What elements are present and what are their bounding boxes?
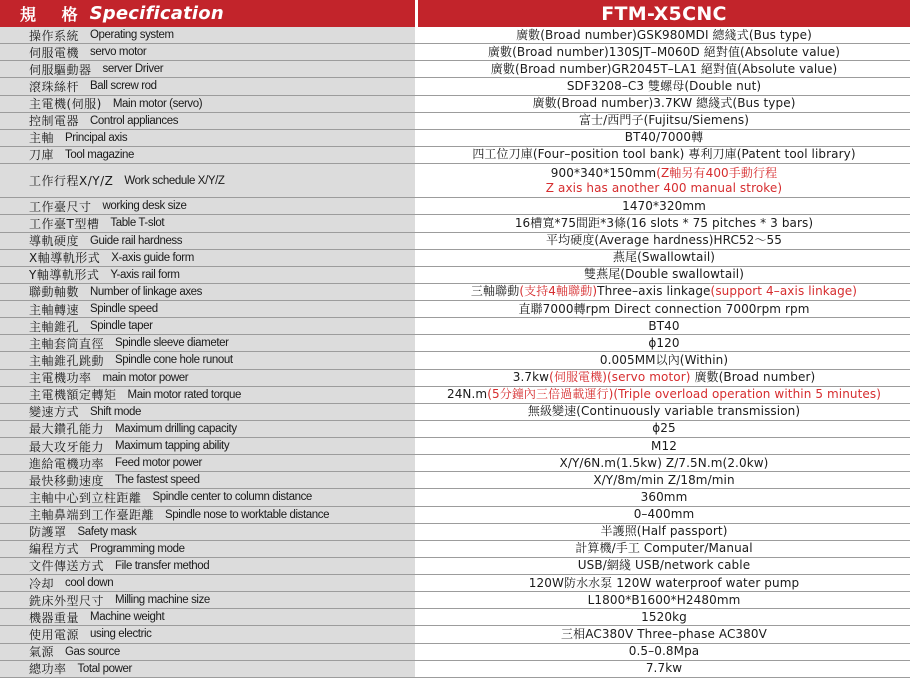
spec-value bbox=[418, 233, 910, 249]
spec-row bbox=[0, 78, 910, 95]
spec-label bbox=[0, 27, 415, 43]
spec-label-chinese: 滾珠絲杆 bbox=[29, 79, 80, 94]
spec-row bbox=[0, 335, 910, 352]
spec-label bbox=[0, 472, 415, 488]
spec-value-highlight: (Z軸另有400手動行程 bbox=[656, 165, 778, 180]
spec-label-english: Guide rail hardness bbox=[90, 234, 183, 247]
spec-value-text: 7.7kw bbox=[645, 661, 683, 676]
spec-row bbox=[0, 626, 910, 643]
spec-value-highlight: Z axis has another 400 manual stroke) bbox=[545, 180, 783, 195]
spec-label bbox=[0, 387, 415, 403]
spec-value-line bbox=[579, 113, 749, 128]
spec-value-line bbox=[584, 267, 744, 282]
spec-row bbox=[0, 370, 910, 387]
spec-label-english: Total power bbox=[77, 662, 132, 675]
spec-label bbox=[0, 147, 415, 163]
spec-value-text: 廣數(Broad number)3.7KW 總綫式(Bus type) bbox=[532, 96, 796, 111]
spec-title-english: Specification bbox=[89, 3, 224, 24]
spec-label-chinese: 主電機功率 bbox=[29, 371, 92, 386]
spec-label-chinese: 主軸錐孔 bbox=[29, 319, 80, 334]
spec-value-text: 廣數(Broad number)GSK980MDI 總綫式(Bus type) bbox=[516, 27, 812, 42]
spec-value-text: 900*340*150mm bbox=[550, 165, 657, 180]
spec-value bbox=[418, 96, 910, 112]
spec-label bbox=[0, 507, 415, 523]
spec-value bbox=[418, 421, 910, 437]
spec-label-english: Principal axis bbox=[65, 131, 128, 144]
spec-value-text: 無級變速(Continuously variable transmission) bbox=[527, 404, 801, 419]
spec-label bbox=[0, 233, 415, 249]
spec-value-text: 0.005MM以內(Within) bbox=[599, 352, 729, 367]
spec-value-line bbox=[578, 558, 750, 573]
spec-label-english: Spindle cone hole runout bbox=[115, 354, 233, 367]
spec-value-text: 計算機/手工 Computer/Manual bbox=[575, 541, 753, 556]
spec-value-line bbox=[546, 233, 782, 248]
spec-value-line bbox=[447, 387, 881, 402]
spec-label bbox=[0, 78, 415, 94]
spec-value-highlight: (support 4–axis linkage) bbox=[710, 284, 858, 299]
spec-label-english: Spindle sleeve diameter bbox=[115, 337, 229, 350]
spec-label-english: Ball screw rod bbox=[90, 80, 157, 93]
spec-row bbox=[0, 352, 910, 369]
spec-value-line bbox=[613, 250, 715, 265]
spec-label-chinese: 主軸套筒直徑 bbox=[29, 336, 105, 351]
spec-value-line bbox=[560, 456, 769, 471]
spec-value-line bbox=[651, 439, 677, 454]
spec-value-line bbox=[625, 130, 703, 145]
spec-value bbox=[418, 130, 910, 146]
spec-value-line bbox=[588, 593, 741, 608]
spec-label-chinese: 總功率 bbox=[29, 662, 67, 677]
spec-row bbox=[0, 421, 910, 438]
spec-label-english: Y-axis rail form bbox=[110, 268, 180, 281]
spec-label bbox=[0, 541, 415, 557]
spec-label-chinese: 最快移動速度 bbox=[29, 473, 105, 488]
spec-label-english: Milling machine size bbox=[115, 594, 210, 607]
spec-label-english: Shift mode bbox=[90, 405, 141, 418]
spec-value bbox=[418, 284, 910, 300]
spec-value bbox=[418, 404, 910, 420]
spec-label-english: Control appliances bbox=[90, 114, 179, 127]
spec-label bbox=[0, 644, 415, 660]
spec-value-text: 360mm bbox=[640, 489, 688, 504]
spec-row bbox=[0, 387, 910, 404]
spec-value bbox=[418, 609, 910, 625]
spec-value-highlight: (伺服電機)(servo motor) bbox=[549, 370, 691, 385]
spec-value-line bbox=[516, 28, 812, 43]
spec-label-chinese: 刀庫 bbox=[29, 148, 55, 163]
spec-label-chinese: 工作臺尺寸 bbox=[29, 199, 92, 214]
spec-value-highlight: (支持4軸聯動) bbox=[519, 284, 598, 299]
spec-value bbox=[418, 541, 910, 557]
spec-label bbox=[0, 96, 415, 112]
spec-label-chinese: 主軸 bbox=[29, 131, 55, 146]
spec-label bbox=[0, 421, 415, 437]
spec-value-line bbox=[551, 166, 777, 181]
spec-value bbox=[418, 455, 910, 471]
spec-value-line bbox=[641, 610, 687, 625]
spec-row bbox=[0, 541, 910, 558]
spec-row bbox=[0, 644, 910, 661]
spec-row bbox=[0, 61, 910, 78]
spec-value-line bbox=[567, 79, 761, 94]
spec-value-text: 24N.m bbox=[446, 387, 488, 402]
spec-value-text: ϕ25 bbox=[652, 421, 676, 436]
spec-row bbox=[0, 558, 910, 575]
spec-row bbox=[0, 575, 910, 592]
spec-label bbox=[0, 198, 415, 214]
spec-value-line bbox=[528, 404, 800, 419]
spec-label bbox=[0, 61, 415, 77]
spec-row bbox=[0, 96, 910, 113]
spec-value-text: 3.7kw bbox=[512, 370, 550, 385]
spec-label-english: Feed motor power bbox=[115, 457, 202, 470]
spec-value-text: 1520kg bbox=[641, 609, 687, 624]
spec-row bbox=[0, 267, 910, 284]
spec-value bbox=[418, 164, 910, 197]
spec-row bbox=[0, 507, 910, 524]
spec-title-cell bbox=[0, 0, 415, 27]
spec-label-english: cool down bbox=[65, 577, 114, 590]
spec-value-line bbox=[622, 199, 706, 214]
spec-value bbox=[418, 661, 910, 677]
spec-value bbox=[418, 592, 910, 608]
spec-value-line bbox=[652, 421, 676, 436]
spec-label-chinese: 冷却 bbox=[29, 576, 55, 591]
spec-value-line bbox=[575, 541, 752, 556]
spec-value-text: ϕ120 bbox=[648, 335, 680, 350]
spec-row bbox=[0, 455, 910, 472]
spec-value-text: BT40/7000轉 bbox=[624, 130, 704, 145]
spec-label bbox=[0, 438, 415, 454]
spec-row bbox=[0, 284, 910, 301]
spec-value-text: X/Y/8m/min Z/18m/min bbox=[593, 472, 735, 487]
spec-header bbox=[0, 0, 910, 27]
spec-label bbox=[0, 558, 415, 574]
spec-label bbox=[0, 609, 415, 625]
spec-value bbox=[418, 147, 910, 163]
model-name: FTM-X5CNC bbox=[418, 0, 910, 27]
spec-label-english: using electric bbox=[90, 628, 152, 641]
spec-label bbox=[0, 455, 415, 471]
spec-value bbox=[418, 215, 910, 231]
spec-value-line bbox=[648, 319, 679, 334]
spec-label bbox=[0, 215, 415, 231]
spec-label bbox=[0, 250, 415, 266]
spec-label bbox=[0, 626, 415, 642]
spec-value-text: 四工位刀庫(Four–position tool bank) 專利刀庫(Patent tool library) bbox=[472, 147, 856, 162]
spec-label bbox=[0, 113, 415, 129]
spec-label bbox=[0, 352, 415, 368]
spec-value-line bbox=[561, 627, 767, 642]
spec-value-line bbox=[471, 284, 857, 299]
spec-value-text: 0.5–0.8Mpa bbox=[628, 644, 700, 659]
spec-value bbox=[418, 335, 910, 351]
spec-row bbox=[0, 301, 910, 318]
spec-label-chinese: 伺服電機 bbox=[29, 45, 80, 60]
spec-value-text: SDF3208–C3 雙螺母(Double nut) bbox=[566, 78, 762, 93]
spec-label-english: X-axis guide form bbox=[111, 251, 194, 264]
spec-label bbox=[0, 489, 415, 505]
spec-label-chinese: 最大鑽孔能力 bbox=[29, 422, 105, 437]
spec-label-chinese: 主軸中心到立柱距離 bbox=[29, 490, 142, 505]
spec-value-text: M12 bbox=[651, 438, 677, 453]
spec-value-line bbox=[634, 507, 695, 522]
spec-row bbox=[0, 609, 910, 626]
spec-label-english: servo motor bbox=[90, 46, 147, 59]
spec-label-english: Tool magazine bbox=[65, 148, 134, 161]
spec-value-line bbox=[593, 473, 734, 488]
spec-label-english: Maximum tapping ability bbox=[115, 440, 230, 453]
spec-value-line bbox=[648, 336, 679, 351]
spec-label bbox=[0, 370, 415, 386]
spec-row bbox=[0, 215, 910, 232]
spec-label-chinese: 機器重量 bbox=[29, 610, 80, 625]
spec-value bbox=[418, 524, 910, 540]
spec-row bbox=[0, 233, 910, 250]
spec-row bbox=[0, 489, 910, 506]
spec-label-chinese: 工作臺T型槽 bbox=[29, 216, 100, 231]
spec-value-text: 廣數(Broad number) bbox=[690, 370, 816, 385]
spec-label bbox=[0, 575, 415, 591]
spec-value-text: BT40 bbox=[648, 318, 680, 333]
spec-value bbox=[418, 78, 910, 94]
spec-label bbox=[0, 284, 415, 300]
spec-row bbox=[0, 524, 910, 541]
spec-row bbox=[0, 438, 910, 455]
spec-value bbox=[418, 626, 910, 642]
spec-row bbox=[0, 198, 910, 215]
spec-row bbox=[0, 147, 910, 164]
spec-row bbox=[0, 130, 910, 147]
spec-label-english: Spindle nose to worktable distance bbox=[165, 508, 330, 521]
spec-value-line bbox=[600, 353, 728, 368]
spec-value-line bbox=[518, 302, 809, 317]
spec-value-line bbox=[515, 216, 813, 231]
spec-row bbox=[0, 44, 910, 61]
spec-label bbox=[0, 404, 415, 420]
spec-label-chinese: 主電機(伺服) bbox=[29, 97, 102, 112]
spec-value-text: 燕尾(Swallowtail) bbox=[612, 250, 716, 265]
spec-value-text: 120W防水水泵 120W waterproof water pump bbox=[528, 575, 800, 590]
spec-value-text: 0–400mm bbox=[633, 507, 695, 522]
spec-value-text: 三軸聯動 bbox=[470, 284, 520, 299]
spec-row bbox=[0, 113, 910, 130]
spec-value bbox=[418, 558, 910, 574]
spec-value-line bbox=[513, 370, 816, 385]
spec-label-english: Main motor (servo) bbox=[112, 97, 203, 110]
spec-row bbox=[0, 164, 910, 198]
spec-label bbox=[0, 44, 415, 60]
spec-label-chinese: 防護罩 bbox=[29, 525, 67, 540]
spec-label-english: Safety mask bbox=[77, 525, 137, 538]
spec-value-line bbox=[532, 96, 795, 111]
spec-value bbox=[418, 438, 910, 454]
spec-value bbox=[418, 489, 910, 505]
spec-label-english: Work schedule X/Y/Z bbox=[124, 174, 225, 187]
spec-value-text: 廣數(Broad number)130SJT–M060D 絕對值(Absolute value) bbox=[487, 44, 841, 59]
spec-label-english: server Driver bbox=[102, 63, 164, 76]
spec-label bbox=[0, 301, 415, 317]
spec-label-english: main motor power bbox=[102, 371, 189, 384]
spec-label-english: Gas source bbox=[65, 645, 120, 658]
spec-label bbox=[0, 164, 415, 197]
spec-value bbox=[418, 44, 910, 60]
spec-value-text: 半護照(Half passport) bbox=[600, 524, 728, 539]
spec-label-english: Number of linkage axes bbox=[90, 285, 203, 298]
spec-label-chinese: 進給電機功率 bbox=[29, 456, 105, 471]
spec-value-line bbox=[601, 524, 728, 539]
spec-label-chinese: 主軸錐孔跳動 bbox=[29, 353, 105, 368]
spec-label-english: Main motor rated torque bbox=[127, 388, 242, 401]
spec-label-english: Table T-slot bbox=[110, 217, 165, 230]
spec-label bbox=[0, 524, 415, 540]
spec-value bbox=[418, 644, 910, 660]
spec-row bbox=[0, 472, 910, 489]
spec-label-chinese: X軸導軌形式 bbox=[29, 251, 101, 266]
spec-value bbox=[418, 198, 910, 214]
spec-label-english: File transfer method bbox=[115, 559, 210, 572]
spec-value bbox=[418, 61, 910, 77]
spec-value-line bbox=[491, 62, 837, 77]
spec-value-line bbox=[472, 147, 855, 162]
spec-label-english: Spindle center to column distance bbox=[152, 491, 312, 504]
spec-value bbox=[418, 352, 910, 368]
spec-row bbox=[0, 404, 910, 421]
spec-row bbox=[0, 661, 910, 678]
spec-value-line bbox=[529, 576, 799, 591]
spec-label-english: The fastest speed bbox=[115, 474, 200, 487]
spec-label bbox=[0, 318, 415, 334]
spec-row bbox=[0, 318, 910, 335]
spec-value-text: 直聯7000轉rpm Direct connection 7000rpm rpm bbox=[518, 301, 810, 316]
spec-label-chinese: 氣源 bbox=[29, 645, 55, 660]
spec-label-chinese: 主軸鼻端到工作臺距離 bbox=[29, 508, 155, 523]
spec-label-chinese: 導軌硬度 bbox=[29, 234, 80, 249]
spec-label bbox=[0, 335, 415, 351]
spec-label-english: Maximum drilling capacity bbox=[115, 422, 237, 435]
spec-value-text: 廣數(Broad number)GR2045T–LA1 絕對值(Absolute value) bbox=[490, 61, 838, 76]
spec-value bbox=[418, 575, 910, 591]
spec-label-chinese: 文件傳送方式 bbox=[29, 559, 105, 574]
spec-table bbox=[0, 27, 910, 678]
spec-label-english: working desk size bbox=[102, 200, 187, 213]
spec-value-text: L1800*B1600*H2480mm bbox=[587, 592, 741, 607]
spec-label-english: Spindle taper bbox=[90, 320, 153, 333]
spec-value bbox=[418, 250, 910, 266]
spec-value-text: 富士/西門子(Fujitsu/Siemens) bbox=[578, 113, 750, 128]
spec-label-chinese: 操作系統 bbox=[29, 28, 80, 43]
spec-label-chinese: 使用電源 bbox=[29, 627, 80, 642]
spec-label-english: Programming mode bbox=[90, 542, 185, 555]
spec-value bbox=[418, 507, 910, 523]
spec-value-text: Three–axis linkage bbox=[597, 284, 711, 299]
spec-value-text: 1470*320mm bbox=[622, 198, 706, 213]
spec-label bbox=[0, 130, 415, 146]
spec-label-chinese: 編程方式 bbox=[29, 542, 80, 557]
spec-value-line bbox=[546, 181, 782, 196]
spec-value-text: USB/網綫 USB/network cable bbox=[577, 558, 751, 573]
spec-label bbox=[0, 592, 415, 608]
spec-label-chinese: Y軸導軌形式 bbox=[29, 268, 100, 283]
spec-value bbox=[418, 318, 910, 334]
spec-value-highlight: (5分鐘內三倍過載運行)(Triple overload operation within 5 minutes) bbox=[487, 387, 882, 402]
spec-value-text: X/Y/6N.m(1.5kw) Z/7.5N.m(2.0kw) bbox=[559, 455, 769, 470]
spec-value-text: 平均硬度(Average hardness)HRC52～55 bbox=[546, 233, 782, 248]
spec-row bbox=[0, 592, 910, 609]
spec-label-chinese: 控制電器 bbox=[29, 114, 80, 129]
spec-label bbox=[0, 661, 415, 677]
spec-label-english: Machine weight bbox=[90, 611, 165, 624]
spec-value bbox=[418, 370, 910, 386]
spec-label-english: Spindle speed bbox=[90, 303, 158, 316]
spec-value-text: 16槽寬*75間距*3條(16 slots * 75 pitches * 3 bars) bbox=[514, 215, 814, 230]
spec-label-chinese: 聯動軸數 bbox=[29, 285, 80, 300]
spec-value-line bbox=[641, 490, 688, 505]
spec-label-chinese: 最大攻牙能力 bbox=[29, 439, 105, 454]
spec-value-line bbox=[488, 45, 840, 60]
spec-label-chinese: 變速方式 bbox=[29, 405, 80, 420]
spec-label-english: Operating system bbox=[90, 29, 174, 42]
spec-value bbox=[418, 387, 910, 403]
spec-label-chinese: 主電機額定轉矩 bbox=[29, 388, 117, 403]
spec-row bbox=[0, 27, 910, 44]
spec-value bbox=[418, 267, 910, 283]
spec-value-line bbox=[629, 644, 700, 659]
spec-label-chinese: 主軸轉速 bbox=[29, 302, 80, 317]
spec-label-chinese: 伺服驅動器 bbox=[29, 62, 92, 77]
spec-label-chinese: 工作行程X/Y/Z bbox=[29, 174, 114, 189]
spec-value bbox=[418, 301, 910, 317]
spec-value-text: 雙燕尾(Double swallowtail) bbox=[584, 267, 744, 282]
spec-value-line bbox=[646, 661, 682, 676]
spec-label-chinese: 銑床外型尺寸 bbox=[29, 593, 105, 608]
spec-value bbox=[418, 27, 910, 43]
spec-value-text: 三相AC380V Three–phase AC380V bbox=[561, 626, 767, 641]
spec-title-chinese: 規 格 bbox=[20, 5, 88, 24]
spec-value bbox=[418, 472, 910, 488]
spec-label bbox=[0, 267, 415, 283]
spec-value bbox=[418, 113, 910, 129]
spec-row bbox=[0, 250, 910, 267]
